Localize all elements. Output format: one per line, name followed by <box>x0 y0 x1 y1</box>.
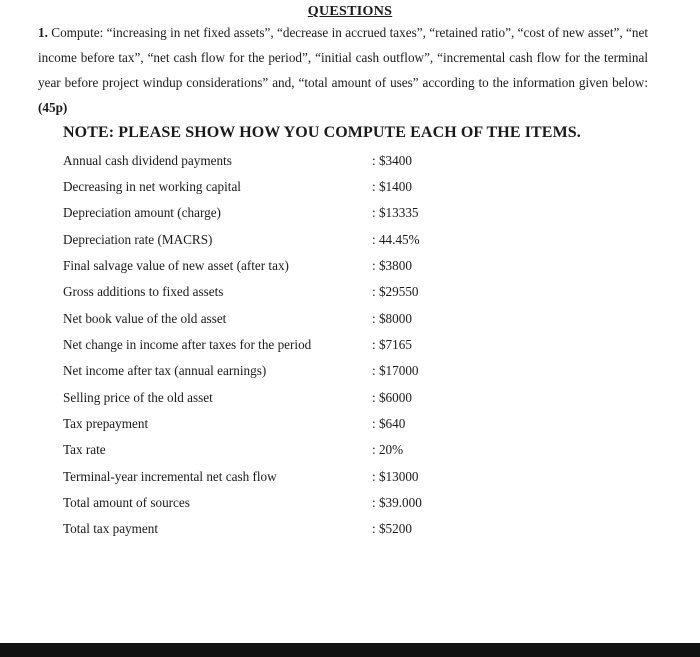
note-heading: NOTE: PLEASE SHOW HOW YOU COMPUTE EACH OF THE ITEMS. <box>63 124 581 141</box>
item-label: Depreciation amount (charge) <box>63 205 221 220</box>
list-item <box>0 442 700 466</box>
list-item <box>0 363 700 387</box>
list-item <box>0 390 700 414</box>
item-value: : 44.45% <box>372 232 420 247</box>
question-text: Compute: “increasing in net fixed assets”, “decrease in accrued taxes”, “retained ratio”, “cost of new asset”, “net income before tax”, “net cash flow for the period”, “initial cash outflow”, “incremental cash flow for the terminal year before project windup considerations” and, “total amount of uses” according to the information given below: <box>38 25 648 90</box>
item-label: Net change in income after taxes for the period <box>63 337 312 352</box>
item-value: : $1400 <box>372 179 412 194</box>
item-value: : $5200 <box>372 521 412 536</box>
item-value: : $13000 <box>372 469 419 484</box>
question-paragraph <box>38 20 648 120</box>
item-value: : $640 <box>372 416 406 431</box>
item-value: : $17000 <box>372 363 419 378</box>
question-points: (45p) <box>38 100 68 115</box>
list-item <box>0 153 700 177</box>
list-item <box>0 416 700 440</box>
bottom-bar <box>0 643 700 657</box>
list-item <box>0 337 700 361</box>
item-value: : $39.000 <box>372 495 422 510</box>
item-label: Terminal-year incremental net cash flow <box>63 469 277 484</box>
item-label: Tax prepayment <box>63 416 149 431</box>
item-label: Tax rate <box>63 442 106 457</box>
item-label: Depreciation rate (MACRS) <box>63 232 213 247</box>
list-item <box>0 495 700 519</box>
item-value: : $6000 <box>372 390 412 405</box>
list-item <box>0 469 700 493</box>
list-item <box>0 205 700 229</box>
item-value: : $3400 <box>372 153 412 168</box>
item-label: Gross additions to fixed assets <box>63 284 224 299</box>
list-item <box>0 284 700 308</box>
item-value: : 20% <box>372 442 404 457</box>
list-item <box>0 521 700 545</box>
item-value: : $7165 <box>372 337 412 352</box>
item-label: Annual cash dividend payments <box>63 153 232 168</box>
item-label: Total amount of sources <box>63 495 190 510</box>
item-value: : $8000 <box>372 311 412 326</box>
list-item <box>0 311 700 335</box>
item-label: Total tax payment <box>63 521 159 536</box>
item-value: : $29550 <box>372 284 419 299</box>
item-value: : $13335 <box>372 205 419 220</box>
list-item <box>0 232 700 256</box>
item-label: Net income after tax (annual earnings) <box>63 363 267 378</box>
list-item <box>0 179 700 203</box>
item-label: Final salvage value of new asset (after tax) <box>63 258 289 273</box>
item-value: : $3800 <box>372 258 412 273</box>
item-label: Selling price of the old asset <box>63 390 213 405</box>
page-title: QUESTIONS <box>307 4 393 19</box>
list-item <box>0 258 700 282</box>
question-number: 1. <box>38 25 48 40</box>
item-label: Net book value of the old asset <box>63 311 227 326</box>
item-label: Decreasing in net working capital <box>63 179 241 194</box>
